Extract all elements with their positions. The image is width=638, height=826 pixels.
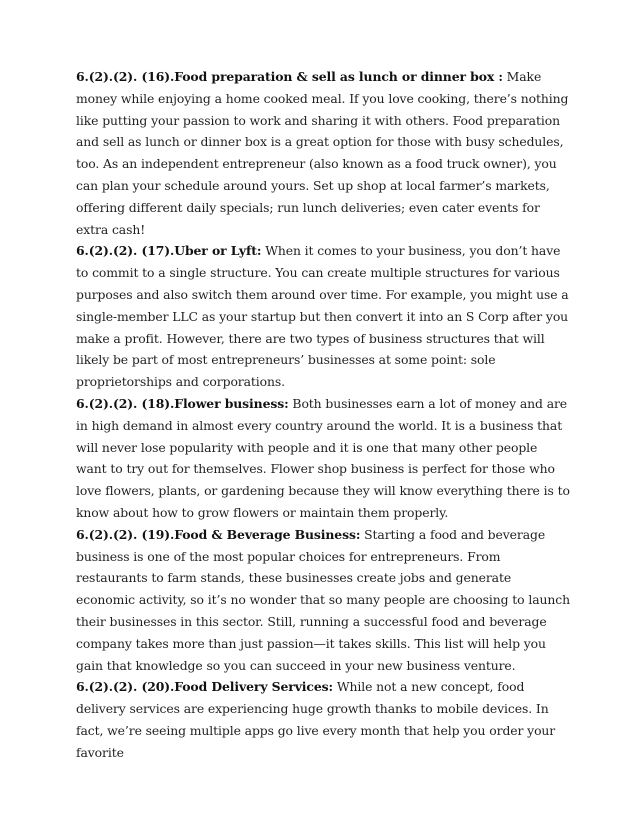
section-16-body: Make money while enjoying a home cooked meal. If you love cooking, there’s nothing like putting your passion to work and sharing it with others. Food preparation and sell as lunch or dinner box is a great option for those with busy schedules, too. As an independent entrepreneur (also known as a food truck owner), you can plan your schedule around yours. Set up shop at local farmer’s markets, offering different daily specials; run lunch deliveries; even cater events for extra cash! <box>76 69 569 237</box>
section-19-paragraph <box>76 524 570 677</box>
section-17-body: When it comes to your business, you don’t have to commit to a single structure. You can create multiple structures for various purposes and also switch them around over time. For example, you might use a single-member LLC as your startup but then convert it into an S Corp after you make a profit. However, there are two types of business structures that will likely be part of most entrepreneurs’ businesses at some point: sole proprietorships and corporations. <box>76 243 569 390</box>
section-18-body: Both businesses earn a lot of money and are in high demand in almost every country around the world. It is a business that will never lose popularity with people and it is one that many other people want to try out for themselves. Flower shop business is perfect for those who love flowers, plants, or gardening because they will know everything there is to know about how to grow flowers or maintain them properly. <box>76 395 570 520</box>
section-19-body: Starting a food and beverage business is one of the most popular choices for entrepreneurs. From restaurants to farm stands, these businesses create jobs and generate economic activity, so it’s no wonder that so many people are choosing to launch their businesses in this sector. Still, running a successful food and beverage company takes more than just passion—it takes skills. This list will help you gain that knowledge so you can succeed in your new business venture. <box>76 526 570 673</box>
section-18-paragraph <box>76 393 570 524</box>
section-20-paragraph <box>76 676 570 763</box>
section-20-heading: 6.(2).(2). (20).Food Delivery Services: <box>76 679 333 695</box>
section-17-heading: 6.(2).(2). (17).Uber or Lyft: <box>76 243 262 259</box>
section-16-heading: 6.(2).(2). (16).Food preparation & sell as lunch or dinner box : <box>76 69 503 84</box>
document-page <box>76 66 570 764</box>
section-16-paragraph <box>76 66 570 240</box>
section-17-paragraph <box>76 240 570 393</box>
section-18-heading: 6.(2).(2). (18).Flower business: <box>76 395 289 411</box>
section-20-body: While not a new concept, food delivery services are experiencing huge growth thanks to mobile devices. In fact, we’re seeing multiple apps go live every month that help you order your favorite <box>76 679 556 760</box>
section-19-heading: 6.(2).(2). (19).Food & Beverage Business: <box>76 526 361 542</box>
